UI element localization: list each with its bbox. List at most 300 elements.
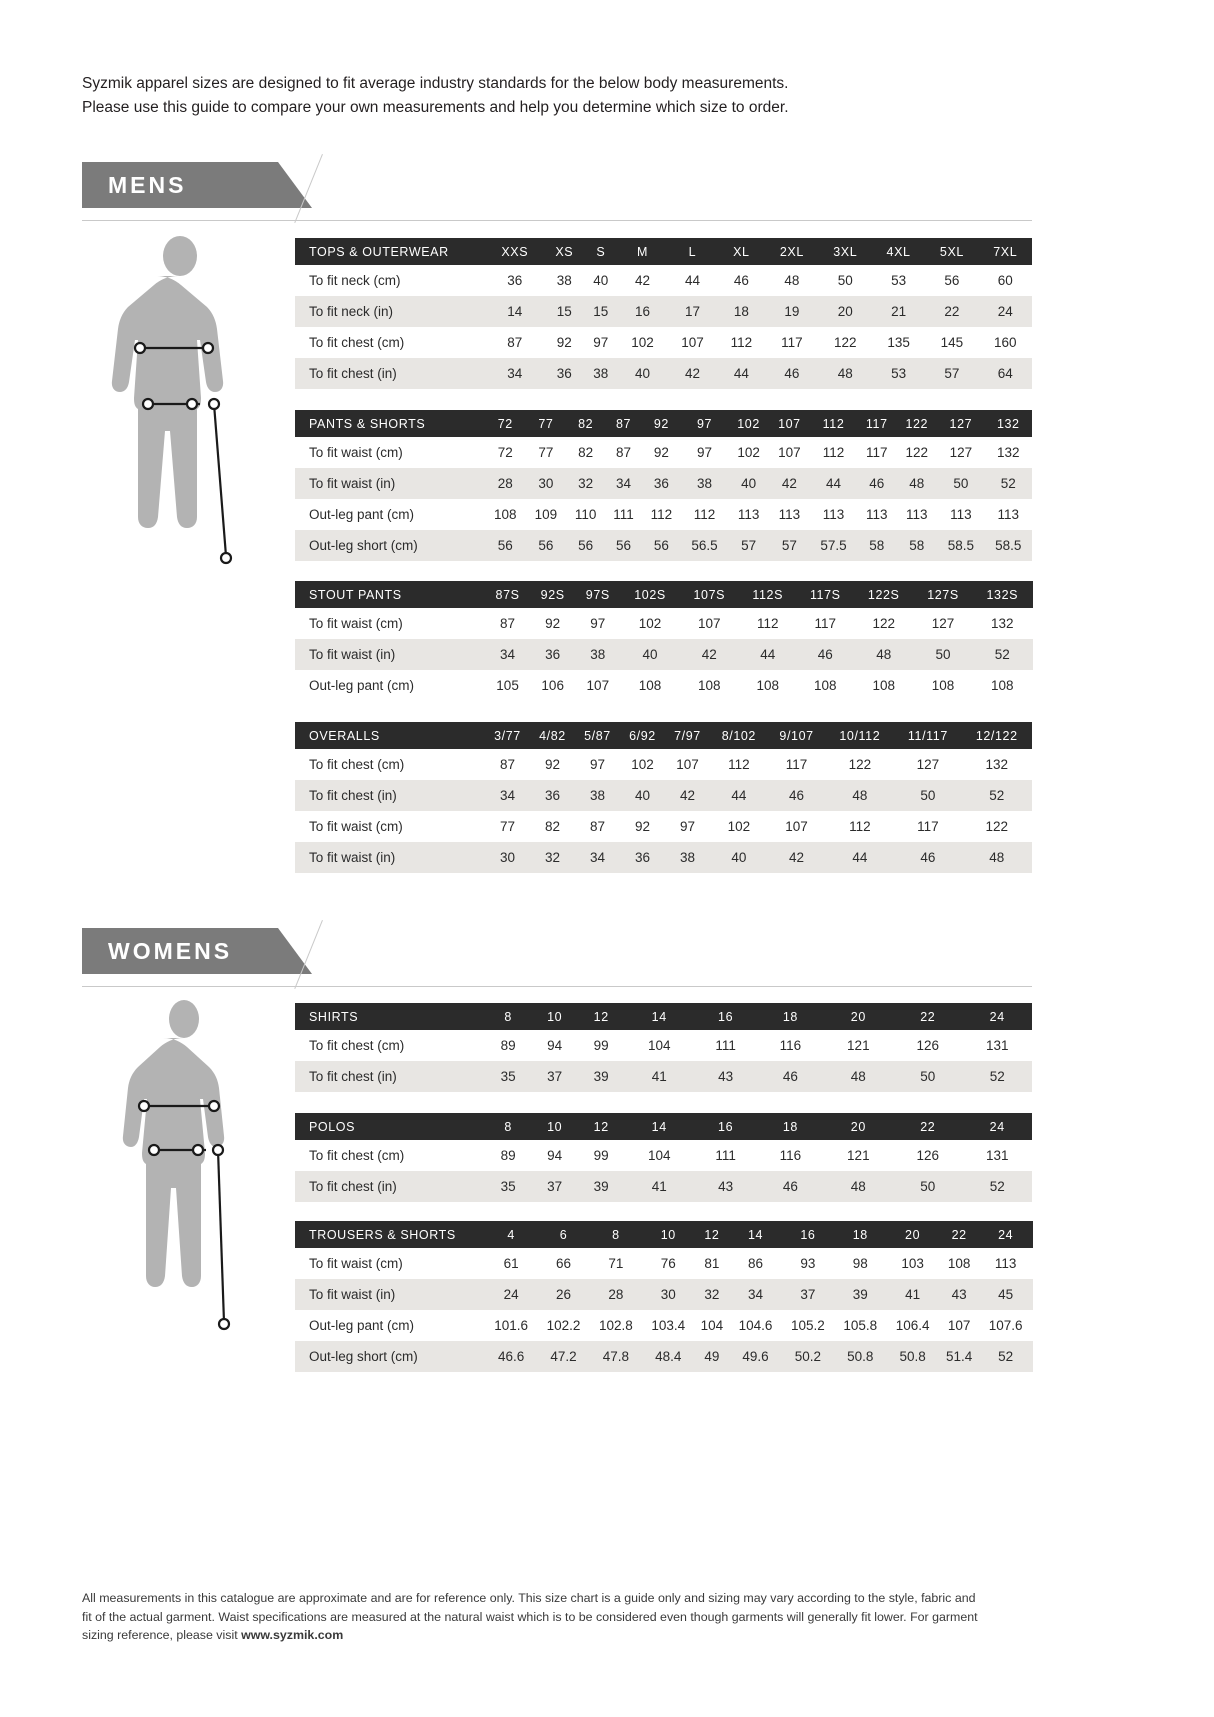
measurement-cell: 66 xyxy=(537,1248,589,1279)
size-table xyxy=(295,238,1032,389)
size-header-cell: 7XL xyxy=(979,238,1032,265)
measurement-cell: 113 xyxy=(857,499,896,530)
measurement-cell: 48 xyxy=(854,639,913,670)
measurement-cell: 112 xyxy=(825,811,894,842)
measurement-label: To fit chest (cm) xyxy=(295,327,485,358)
measurement-cell: 112 xyxy=(710,749,768,780)
size-header-cell: 8 xyxy=(485,1003,531,1030)
measurement-cell: 104 xyxy=(624,1030,693,1061)
measurement-cell: 36 xyxy=(620,842,665,873)
size-header-cell: 18 xyxy=(757,1113,823,1140)
measurement-cell: 108 xyxy=(973,670,1032,701)
measurement-cell: 44 xyxy=(739,639,797,670)
measurement-cell: 36 xyxy=(530,639,575,670)
size-table xyxy=(295,581,1032,701)
size-header-cell: 24 xyxy=(963,1113,1032,1140)
measurement-cell: 93 xyxy=(782,1248,834,1279)
table-header-row xyxy=(295,722,1032,749)
measurement-label: To fit chest (in) xyxy=(295,780,485,811)
table-row xyxy=(295,780,1032,811)
size-header-cell: 20 xyxy=(886,1221,938,1248)
website-link[interactable]: www.syzmik.com xyxy=(241,1628,344,1643)
measurement-cell: 48 xyxy=(824,1171,893,1202)
measurement-cell: 108 xyxy=(939,1248,980,1279)
measurement-label: To fit waist (in) xyxy=(295,1279,485,1310)
size-header-cell: 10 xyxy=(531,1003,578,1030)
table-row xyxy=(295,1140,1032,1171)
measurement-cell: 48 xyxy=(819,358,872,389)
measurement-cell: 52 xyxy=(973,639,1032,670)
measurement-cell: 41 xyxy=(624,1171,693,1202)
table-row xyxy=(295,296,1032,327)
size-header-cell: 122 xyxy=(896,410,937,437)
table-row xyxy=(295,1279,1032,1310)
measurement-cell: 16 xyxy=(617,296,667,327)
measurement-cell: 101.6 xyxy=(485,1310,537,1341)
measurement-cell: 108 xyxy=(854,670,913,701)
size-header-cell: 12/122 xyxy=(962,722,1032,749)
measurement-cell: 86 xyxy=(729,1248,781,1279)
measurement-cell: 87 xyxy=(485,749,530,780)
measurement-cell: 52 xyxy=(963,1061,1032,1092)
measurement-cell: 102.8 xyxy=(590,1310,642,1341)
measurement-cell: 36 xyxy=(530,780,575,811)
measurement-cell: 113 xyxy=(985,499,1032,530)
size-header-cell: L xyxy=(667,238,717,265)
measurement-cell: 102 xyxy=(617,327,667,358)
measurement-cell: 53 xyxy=(872,265,925,296)
measurement-cell: 107 xyxy=(768,811,826,842)
measurement-cell: 22 xyxy=(925,296,978,327)
measurement-cell: 48 xyxy=(765,265,818,296)
measurement-cell: 44 xyxy=(825,842,894,873)
measurement-cell: 47.8 xyxy=(590,1341,642,1372)
size-header-cell: M xyxy=(617,238,667,265)
measurement-cell: 41 xyxy=(886,1279,938,1310)
measurement-cell: 47.2 xyxy=(537,1341,589,1372)
measurement-cell: 40 xyxy=(728,468,769,499)
measurement-cell: 50 xyxy=(819,265,872,296)
measurement-cell: 36 xyxy=(544,358,584,389)
measurement-cell: 113 xyxy=(810,499,857,530)
size-header-cell: 22 xyxy=(893,1003,962,1030)
measurement-cell: 112 xyxy=(717,327,765,358)
measurement-cell: 106.4 xyxy=(886,1310,938,1341)
measurement-cell: 102 xyxy=(620,608,679,639)
size-table xyxy=(295,1113,1032,1202)
measurement-cell: 105 xyxy=(485,670,530,701)
measurement-cell: 46 xyxy=(765,358,818,389)
measurement-cell: 48 xyxy=(962,842,1032,873)
measurement-label: To fit waist (cm) xyxy=(295,608,485,639)
measurement-cell: 30 xyxy=(526,468,567,499)
measurement-cell: 43 xyxy=(694,1061,757,1092)
measurement-label: Out-leg short (cm) xyxy=(295,530,485,561)
measurement-cell: 19 xyxy=(765,296,818,327)
measurement-cell: 48.4 xyxy=(642,1341,694,1372)
size-table xyxy=(295,410,1032,561)
table-row xyxy=(295,842,1032,873)
measurement-cell: 112 xyxy=(642,499,681,530)
measurement-label: Out-leg short (cm) xyxy=(295,1341,485,1372)
size-header-cell: 77 xyxy=(526,410,567,437)
measurement-cell: 77 xyxy=(485,811,530,842)
measurement-cell: 56 xyxy=(526,530,567,561)
measurement-cell: 57.5 xyxy=(810,530,857,561)
measurement-cell: 42 xyxy=(665,780,710,811)
table-row xyxy=(295,811,1032,842)
table-row xyxy=(295,327,1032,358)
measurement-cell: 122 xyxy=(962,811,1032,842)
measurement-cell: 50 xyxy=(913,639,972,670)
measurement-cell: 58.5 xyxy=(937,530,984,561)
size-header-cell: 127S xyxy=(913,581,972,608)
measurement-cell: 35 xyxy=(485,1171,531,1202)
womens-banner-label: WOMENS xyxy=(82,928,278,974)
measurement-cell: 56 xyxy=(566,530,605,561)
measurement-cell: 111 xyxy=(694,1030,757,1061)
measurement-label: Out-leg pant (cm) xyxy=(295,499,485,530)
size-header-cell: 4/82 xyxy=(530,722,575,749)
table-row xyxy=(295,358,1032,389)
measurement-cell: 44 xyxy=(810,468,857,499)
measurement-cell: 34 xyxy=(729,1279,781,1310)
size-table xyxy=(295,1003,1032,1092)
measurement-cell: 89 xyxy=(485,1030,531,1061)
measurement-cell: 126 xyxy=(893,1030,962,1061)
measurement-cell: 87 xyxy=(485,608,530,639)
measurement-cell: 110 xyxy=(566,499,605,530)
table-title: TROUSERS & SHORTS xyxy=(295,1221,485,1248)
measurement-cell: 108 xyxy=(913,670,972,701)
table-title: SHIRTS xyxy=(295,1003,485,1030)
measurement-cell: 105.8 xyxy=(834,1310,886,1341)
measurement-cell: 50.8 xyxy=(886,1341,938,1372)
measurement-cell: 117 xyxy=(894,811,961,842)
measurement-label: To fit waist (in) xyxy=(295,842,485,873)
measurement-cell: 38 xyxy=(575,780,620,811)
measurement-cell: 44 xyxy=(710,780,768,811)
measurement-cell: 48 xyxy=(824,1061,893,1092)
measurement-cell: 102 xyxy=(728,437,769,468)
table-row xyxy=(295,1171,1032,1202)
measurement-label: To fit waist (cm) xyxy=(295,437,485,468)
measurement-cell: 92 xyxy=(620,811,665,842)
mens-table-stout-pants xyxy=(295,581,1032,701)
measurement-cell: 57 xyxy=(925,358,978,389)
mens-banner-label: MENS xyxy=(82,162,278,208)
measurement-cell: 36 xyxy=(642,468,681,499)
measurement-cell: 32 xyxy=(694,1279,729,1310)
measurement-cell: 103.4 xyxy=(642,1310,694,1341)
measurement-cell: 111 xyxy=(605,499,642,530)
size-header-cell: 132S xyxy=(973,581,1032,608)
measurement-cell: 132 xyxy=(985,437,1032,468)
measurement-cell: 92 xyxy=(544,327,584,358)
measurement-cell: 48 xyxy=(896,468,937,499)
mens-section-banner xyxy=(82,162,1032,224)
measurement-cell: 49.6 xyxy=(729,1341,781,1372)
size-header-cell: 72 xyxy=(485,410,526,437)
size-header-cell: 102S xyxy=(620,581,679,608)
measurement-cell: 53 xyxy=(872,358,925,389)
size-header-cell: 8 xyxy=(590,1221,642,1248)
measurement-cell: 131 xyxy=(963,1030,1032,1061)
size-header-cell: 16 xyxy=(694,1003,757,1030)
size-header-cell: 24 xyxy=(980,1221,1032,1248)
measurement-cell: 46 xyxy=(768,780,826,811)
womens-table-trousers xyxy=(295,1221,1032,1372)
measurement-cell: 32 xyxy=(566,468,605,499)
banner-rule xyxy=(82,986,1032,987)
measurement-cell: 38 xyxy=(681,468,728,499)
measurement-cell: 45 xyxy=(980,1279,1032,1310)
measurement-cell: 127 xyxy=(913,608,972,639)
size-header-cell: 127 xyxy=(937,410,984,437)
measurement-cell: 94 xyxy=(531,1030,578,1061)
measurement-cell: 32 xyxy=(530,842,575,873)
intro-line-1: Syzmik apparel sizes are designed to fit average industry standards for the below body measurements. xyxy=(82,75,789,92)
measurement-cell: 56 xyxy=(642,530,681,561)
measurement-cell: 46 xyxy=(797,639,855,670)
size-header-cell: 102 xyxy=(728,410,769,437)
measurement-cell: 116 xyxy=(757,1030,823,1061)
footer-line-2: fit of the actual garment. Waist specifications are measured at the natural waist which is to be considered even though garments will generally fit lower. For garment xyxy=(82,1609,978,1624)
measurement-cell: 24 xyxy=(485,1279,537,1310)
size-header-cell: 14 xyxy=(624,1003,693,1030)
measurement-cell: 97 xyxy=(665,811,710,842)
measurement-cell: 107 xyxy=(769,437,810,468)
measurement-cell: 104 xyxy=(694,1310,729,1341)
size-header-cell: 9/107 xyxy=(768,722,826,749)
measurement-cell: 46 xyxy=(757,1061,823,1092)
measurement-cell: 48 xyxy=(825,780,894,811)
table-row xyxy=(295,265,1032,296)
measurement-cell: 107 xyxy=(667,327,717,358)
measurement-cell: 99 xyxy=(578,1030,625,1061)
measurement-cell: 60 xyxy=(979,265,1032,296)
size-header-cell: XS xyxy=(544,238,584,265)
table-title: PANTS & SHORTS xyxy=(295,410,485,437)
table-row xyxy=(295,499,1032,530)
womens-table-shirts xyxy=(295,1003,1032,1092)
measurement-cell: 99 xyxy=(578,1140,625,1171)
table-row xyxy=(295,530,1032,561)
size-header-cell: 4XL xyxy=(872,238,925,265)
size-header-cell: 16 xyxy=(694,1113,757,1140)
measurement-cell: 37 xyxy=(782,1279,834,1310)
measurement-cell: 17 xyxy=(667,296,717,327)
mens-table-tops xyxy=(295,238,1032,389)
measurement-cell: 106 xyxy=(530,670,575,701)
measurement-cell: 49 xyxy=(694,1341,729,1372)
table-header-row xyxy=(295,581,1032,608)
table-title: STOUT PANTS xyxy=(295,581,485,608)
size-header-cell: 92 xyxy=(642,410,681,437)
intro-text xyxy=(82,72,1082,120)
measurement-cell: 34 xyxy=(575,842,620,873)
size-header-cell: 24 xyxy=(963,1003,1032,1030)
measurement-cell: 113 xyxy=(980,1248,1032,1279)
size-header-cell: 107 xyxy=(769,410,810,437)
measurement-cell: 92 xyxy=(530,608,575,639)
measurement-cell: 108 xyxy=(485,499,526,530)
measurement-cell: 108 xyxy=(680,670,739,701)
footer-disclaimer xyxy=(82,1589,1052,1645)
table-row xyxy=(295,1310,1032,1341)
table-row xyxy=(295,468,1032,499)
size-header-cell: 92S xyxy=(530,581,575,608)
size-header-cell: 122S xyxy=(854,581,913,608)
size-header-cell: 87S xyxy=(485,581,530,608)
measurement-cell: 107.6 xyxy=(980,1310,1032,1341)
measurement-cell: 24 xyxy=(979,296,1032,327)
measurement-cell: 38 xyxy=(584,358,617,389)
measurement-cell: 102 xyxy=(710,811,768,842)
size-header-cell: 11/117 xyxy=(894,722,961,749)
measurement-cell: 30 xyxy=(642,1279,694,1310)
measurement-label: To fit chest (in) xyxy=(295,1061,485,1092)
womens-table-polos xyxy=(295,1113,1032,1202)
measurement-cell: 112 xyxy=(739,608,797,639)
measurement-cell: 72 xyxy=(485,437,526,468)
measurement-cell: 97 xyxy=(584,327,617,358)
table-row xyxy=(295,608,1032,639)
size-header-cell: 117S xyxy=(797,581,855,608)
size-header-cell: 97 xyxy=(681,410,728,437)
size-header-cell: XL xyxy=(717,238,765,265)
measurement-cell: 92 xyxy=(642,437,681,468)
measurement-cell: 64 xyxy=(979,358,1032,389)
measurement-cell: 131 xyxy=(963,1140,1032,1171)
measurement-cell: 56.5 xyxy=(681,530,728,561)
banner-rule xyxy=(82,220,1032,221)
table-title: OVERALLS xyxy=(295,722,485,749)
measurement-cell: 44 xyxy=(667,265,717,296)
size-header-cell: 8 xyxy=(485,1113,531,1140)
size-header-cell: 2XL xyxy=(765,238,818,265)
measurement-cell: 42 xyxy=(667,358,717,389)
size-table xyxy=(295,722,1032,873)
measurement-cell: 135 xyxy=(872,327,925,358)
measurement-cell: 52 xyxy=(962,780,1032,811)
measurement-cell: 56 xyxy=(605,530,642,561)
measurement-cell: 42 xyxy=(680,639,739,670)
measurement-cell: 122 xyxy=(819,327,872,358)
measurement-cell: 104.6 xyxy=(729,1310,781,1341)
mens-figure-svg xyxy=(96,236,266,586)
measurement-cell: 127 xyxy=(894,749,961,780)
measurement-cell: 57 xyxy=(728,530,769,561)
size-header-cell: 18 xyxy=(834,1221,886,1248)
measurement-cell: 40 xyxy=(620,780,665,811)
measurement-cell: 51.4 xyxy=(939,1341,980,1372)
size-header-cell: 6 xyxy=(537,1221,589,1248)
size-header-cell: 12 xyxy=(694,1221,729,1248)
measurement-cell: 15 xyxy=(544,296,584,327)
measurement-cell: 82 xyxy=(530,811,575,842)
measurement-cell: 117 xyxy=(765,327,818,358)
table-header-row xyxy=(295,1113,1032,1140)
measurement-cell: 113 xyxy=(937,499,984,530)
table-header-row xyxy=(295,410,1032,437)
measurement-cell: 112 xyxy=(810,437,857,468)
measurement-cell: 50.2 xyxy=(782,1341,834,1372)
measurement-cell: 50 xyxy=(893,1061,962,1092)
size-header-cell: 22 xyxy=(893,1113,962,1140)
measurement-cell: 46 xyxy=(757,1171,823,1202)
measurement-label: To fit waist (cm) xyxy=(295,811,485,842)
measurement-label: To fit neck (cm) xyxy=(295,265,485,296)
size-header-cell: 12 xyxy=(578,1003,625,1030)
mens-table-overalls xyxy=(295,722,1032,873)
measurement-cell: 103 xyxy=(886,1248,938,1279)
measurement-cell: 61 xyxy=(485,1248,537,1279)
measurement-cell: 121 xyxy=(824,1140,893,1171)
size-header-cell: 112S xyxy=(739,581,797,608)
measurement-cell: 40 xyxy=(710,842,768,873)
measurement-cell: 40 xyxy=(617,358,667,389)
measurement-cell: 107 xyxy=(575,670,620,701)
size-header-cell: 4 xyxy=(485,1221,537,1248)
measurement-cell: 18 xyxy=(717,296,765,327)
measurement-label: Out-leg pant (cm) xyxy=(295,670,485,701)
size-header-cell: 10 xyxy=(642,1221,694,1248)
measurement-cell: 46 xyxy=(717,265,765,296)
size-header-cell: 16 xyxy=(782,1221,834,1248)
measurement-cell: 97 xyxy=(575,608,620,639)
measurement-cell: 28 xyxy=(485,468,526,499)
measurement-cell: 52 xyxy=(985,468,1032,499)
measurement-cell: 44 xyxy=(717,358,765,389)
measurement-cell: 39 xyxy=(834,1279,886,1310)
table-row xyxy=(295,437,1032,468)
measurement-cell: 56 xyxy=(485,530,526,561)
size-header-cell: 5XL xyxy=(925,238,978,265)
size-header-cell: 3/77 xyxy=(485,722,530,749)
measurement-cell: 40 xyxy=(584,265,617,296)
womens-figure-svg xyxy=(106,1000,271,1350)
measurement-cell: 52 xyxy=(980,1341,1032,1372)
measurement-cell: 107 xyxy=(665,749,710,780)
measurement-cell: 82 xyxy=(566,437,605,468)
measurement-cell: 56 xyxy=(925,265,978,296)
banner-arrow xyxy=(278,928,312,974)
measurement-cell: 109 xyxy=(526,499,567,530)
measurement-cell: 26 xyxy=(537,1279,589,1310)
measurement-cell: 46 xyxy=(894,842,961,873)
measurement-cell: 34 xyxy=(485,639,530,670)
measurement-cell: 39 xyxy=(578,1061,625,1092)
measurement-cell: 34 xyxy=(485,780,530,811)
measurement-label: Out-leg pant (cm) xyxy=(295,1310,485,1341)
measurement-cell: 58 xyxy=(857,530,896,561)
measurement-cell: 97 xyxy=(575,749,620,780)
measurement-cell: 36 xyxy=(485,265,544,296)
measurement-cell: 38 xyxy=(665,842,710,873)
measurement-cell: 37 xyxy=(531,1061,578,1092)
measurement-label: To fit chest (cm) xyxy=(295,1030,485,1061)
size-header-cell: 117 xyxy=(857,410,896,437)
measurement-cell: 42 xyxy=(768,842,826,873)
measurement-cell: 102.2 xyxy=(537,1310,589,1341)
measurement-cell: 34 xyxy=(605,468,642,499)
measurement-cell: 98 xyxy=(834,1248,886,1279)
womens-section-banner xyxy=(82,928,1032,990)
measurement-cell: 52 xyxy=(963,1171,1032,1202)
measurement-cell: 122 xyxy=(854,608,913,639)
footer-line-3: sizing reference, please visit xyxy=(82,1628,242,1643)
